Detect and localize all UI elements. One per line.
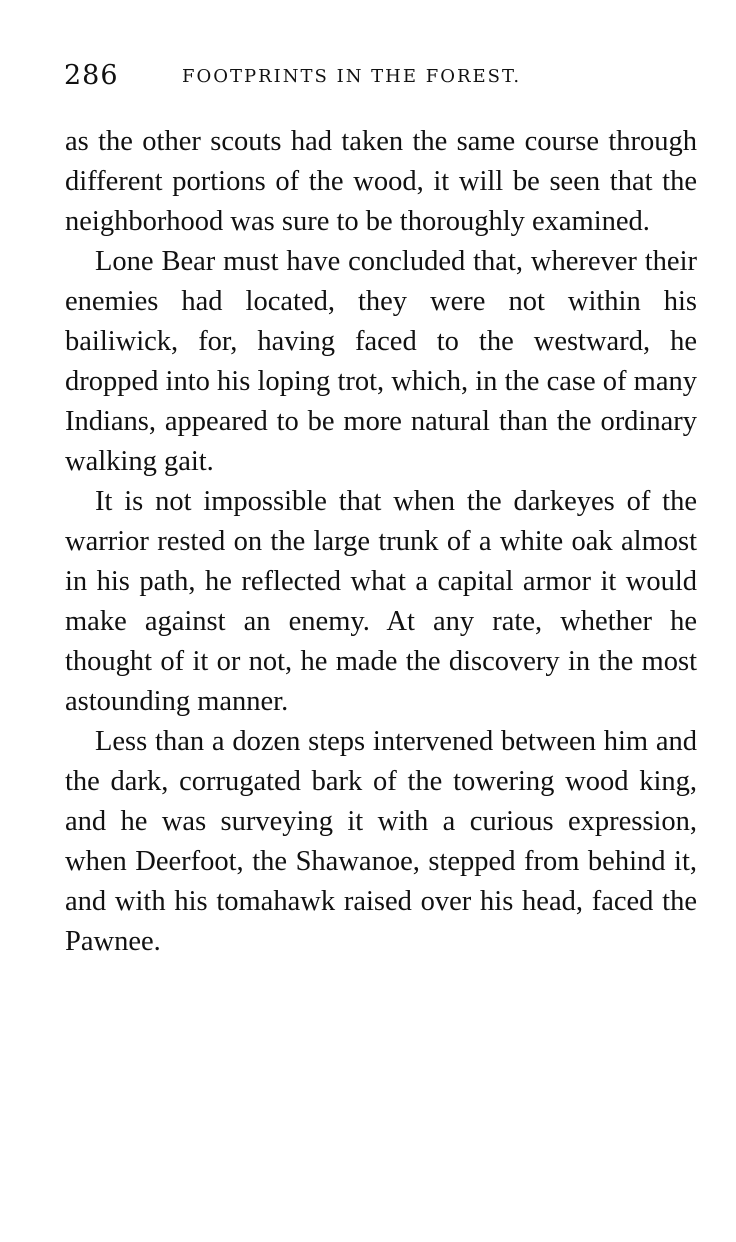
page-header (64, 58, 696, 94)
paragraph-2: Lone Bear must have concluded that, wherever their enemies had located, they were not within his bailiwick, for, having faced to the westward, he dropped into his loping trot, which, in the case of many Indians, appeared to be more natural than the ordinary walking gait. (65, 246, 697, 477)
paragraph-4: Less than a dozen steps intervened between him and the dark, corrugated bark of the towering wood king, and he was surveying it with a curious expression, when Deerfoot, the Shawanoe, stepped from behind it, and with his tomahawk raised over his head, faced the Pawnee. (65, 726, 697, 957)
body-text (65, 122, 697, 962)
paragraph-3: It is not impossible that when the darkeyes of the warrior rested on the large trunk of a white oak almost in his path, he reflected what a capital armor it would make against an enemy. At any rate, whether he thought of it or not, he made the discovery in the most astounding manner. (65, 486, 697, 717)
page-number: 286 (64, 60, 119, 91)
paragraph-1: as the other scouts had taken the same course through different portions of the wood, it will be seen that the neighborhood was sure to be thoroughly examined. (65, 126, 697, 237)
running-title: FOOTPRINTS IN THE FOREST. (182, 66, 522, 87)
